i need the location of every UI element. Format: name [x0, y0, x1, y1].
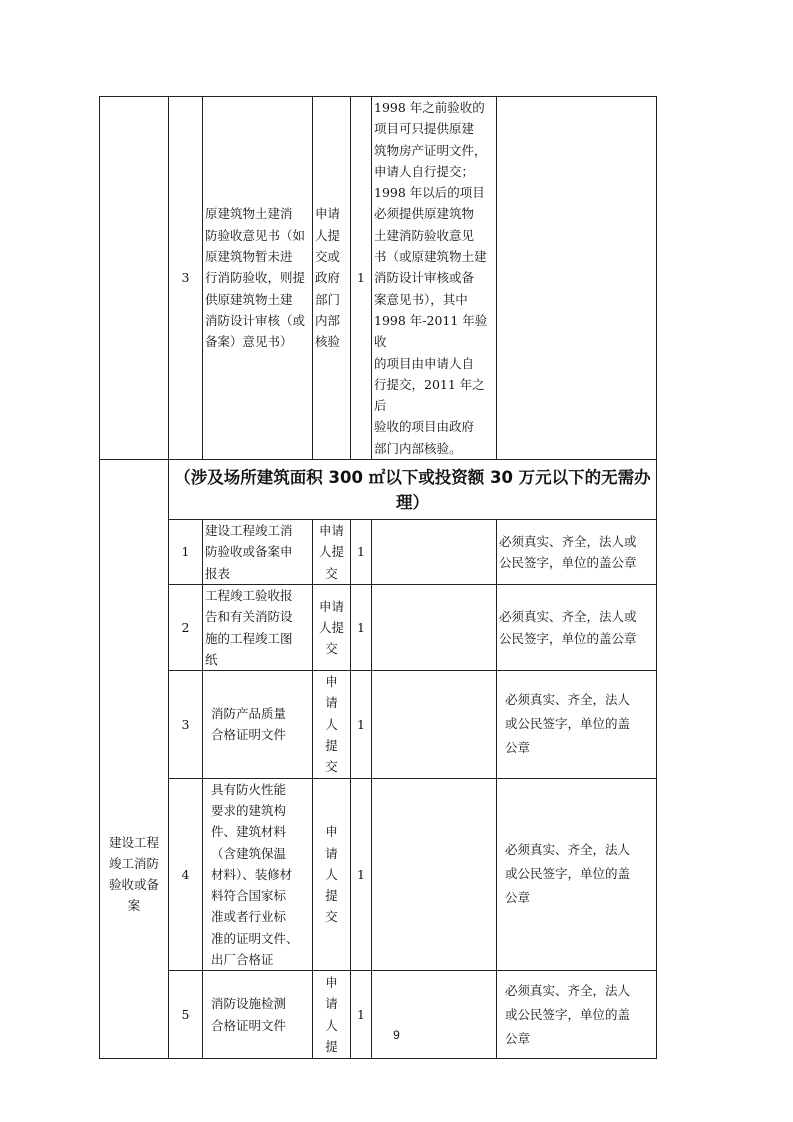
item-count: 1 — [351, 971, 372, 1059]
item-material: 原建筑物土建消 防验收意见书（如 原建筑物暂未进 行消防验收，则提 供原建筑物土建 消防设计审核（或 备案）意见书） — [203, 97, 313, 460]
item-no: 4 — [169, 778, 203, 971]
item-remark: 1998 年之前验收的 项目可只提供原建 筑物房产证明文件， 申请人自行提交； 1998 年以后的项目 必须提供原建筑物 土建消防验收意见 书（或原建筑物土建 消防设计审核或备 案意见书），其中 1998 年-2011 年验收 的项目由申请人自 行提交，2011 年之后 验收的项目由政府 部门内部核验。 — [372, 97, 497, 460]
item-requirement: 必须真实、齐全，法人或 公民签字，单位的盖公章 — [497, 584, 657, 670]
item-count: 1 — [351, 671, 372, 778]
item-source: 申 请 人 提 — [313, 971, 351, 1059]
item-requirement: 必须真实、齐全，法人 或公民签字，单位的盖 公章 — [497, 778, 657, 971]
item-source: 申 请 人 提 交 — [313, 671, 351, 778]
item-no: 2 — [169, 584, 203, 670]
table-row — [100, 520, 657, 585]
item-count: 1 — [351, 584, 372, 670]
section-notice: （涉及场所建筑面积 300 ㎡以下或投资额 30 万元以下的无需办理） — [169, 460, 657, 520]
item-source: 申请 人提 交 — [313, 584, 351, 670]
item-remark — [372, 778, 497, 971]
item-count: 1 — [351, 778, 372, 971]
item-remark — [372, 520, 497, 585]
item-source: 申 请 人 提 交 — [313, 778, 351, 971]
item-requirement — [497, 97, 657, 460]
item-material: 建设工程竣工消 防验收或备案申 报表 — [203, 520, 313, 585]
item-material: 工程竣工验收报 告和有关消防设 施的工程竣工图 纸 — [203, 584, 313, 670]
table-row — [100, 778, 657, 971]
item-material: 消防产品质量 合格证明文件 — [203, 671, 313, 778]
table-row — [100, 97, 657, 460]
section-name: 建设工程 竣工消防 验收或备 案 — [100, 460, 169, 1059]
item-remark — [372, 584, 497, 670]
item-no: 5 — [169, 971, 203, 1059]
section-cell — [100, 97, 169, 460]
item-material: 具有防火性能 要求的建筑构 件、建筑材料 （含建筑保温 材料）、装修材 料符合国家标 准或者行业标 准的证明文件、 出厂合格证 — [203, 778, 313, 971]
table-row — [100, 584, 657, 670]
table-row — [100, 460, 657, 520]
item-requirement: 必须真实、齐全，法人或 公民签字，单位的盖公章 — [497, 520, 657, 585]
item-source: 申请 人提 交 — [313, 520, 351, 585]
item-source: 申请 人提 交或 政府 部门 内部 核验 — [313, 97, 351, 460]
item-requirement: 必须真实、齐全，法人 或公民签字，单位的盖 公章 — [497, 671, 657, 778]
item-requirement: 必须真实、齐全，法人 或公民签字，单位的盖 公章 — [497, 971, 657, 1059]
item-count: 1 — [351, 520, 372, 585]
table-row — [100, 671, 657, 778]
item-no: 3 — [169, 671, 203, 778]
materials-table — [99, 96, 657, 1059]
item-count: 1 — [351, 97, 372, 460]
item-no: 1 — [169, 520, 203, 585]
item-remark — [372, 971, 497, 1059]
table-row — [100, 971, 657, 1059]
item-material: 消防设施检测 合格证明文件 — [203, 971, 313, 1059]
page-number: 9 — [393, 1028, 400, 1042]
item-no: 3 — [169, 97, 203, 460]
item-remark — [372, 671, 497, 778]
